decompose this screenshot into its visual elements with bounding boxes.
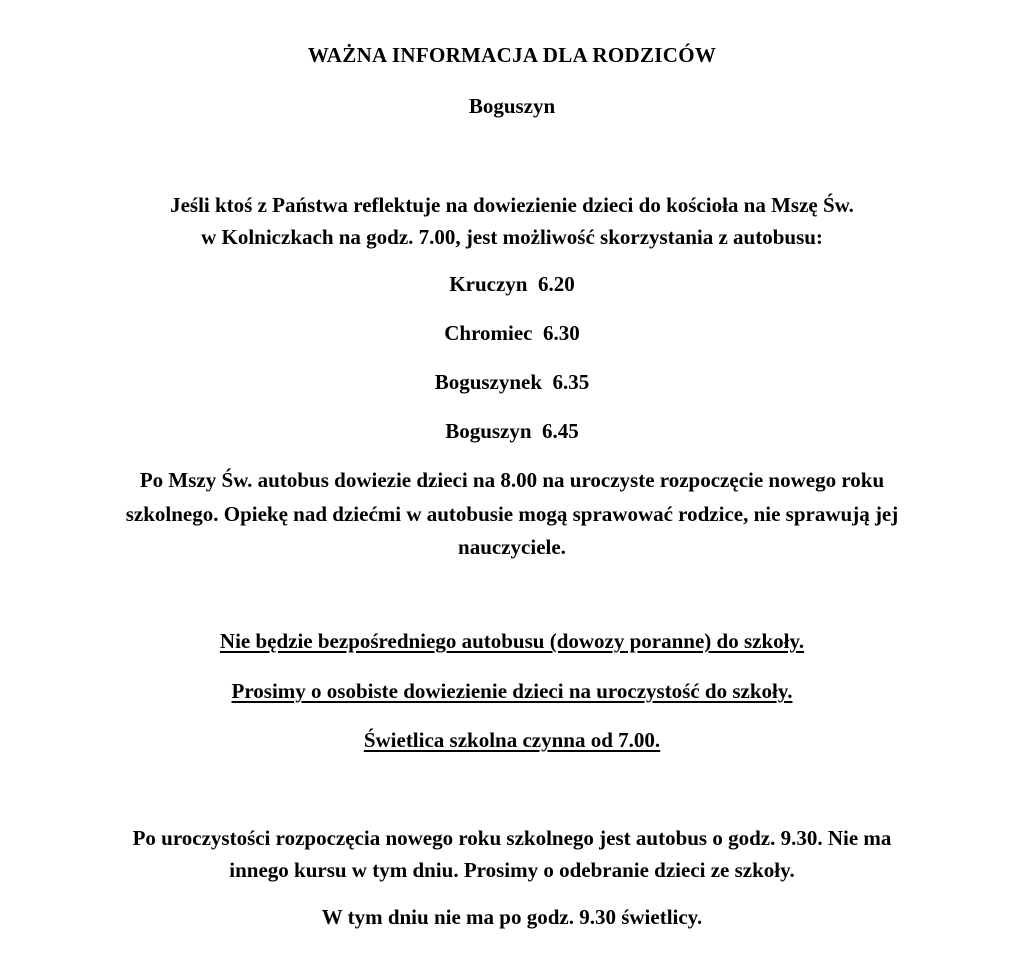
closing-line-2: innego kursu w tym dniu. Prosimy o odebranie dzieci ze szkoły.: [229, 858, 795, 882]
schedule-row: [0, 271, 1024, 297]
document-title: WAŻNA INFORMACJA DLA RODZICÓW: [307, 43, 717, 67]
intro-line-1: Jeśli ktoś z Państwa reflektuje na dowiezienie dzieci do kościoła na Mszę Św.: [170, 193, 854, 217]
schedule-row: [0, 320, 1024, 346]
closing-line-1: Po uroczystości rozpoczęcia nowego roku szkolnego jest autobus o godz. 9.30. Nie ma: [132, 826, 892, 850]
closing-line-3: W tym dniu nie ma po godz. 9.30 świetlicy.: [321, 905, 703, 929]
schedule-row: [0, 369, 1024, 395]
schedule-time: 6.20: [537, 272, 575, 296]
after-mass-line-3: nauczyciele.: [458, 535, 566, 559]
notice-day-room: Świetlica szkolna czynna od 7.00.: [363, 728, 661, 752]
intro-line-2: w Kolniczkach na godz. 7.00, jest możliwość skorzystania z autobusu:: [201, 225, 823, 249]
notice-request: Prosimy o osobiste dowiezienie dzieci na uroczystość do szkoły.: [231, 679, 793, 703]
document-subtitle: Boguszyn: [468, 94, 556, 118]
schedule-row: [0, 418, 1024, 444]
schedule-time: 6.30: [543, 321, 580, 345]
schedule-time: 6.45: [542, 419, 579, 443]
schedule-stop: Kruczyn: [449, 272, 528, 296]
after-mass-line-1: Po Mszy Św. autobus dowiezie dzieci na 8.00 na uroczyste rozpoczęcie nowego roku: [139, 468, 885, 492]
notice-no-bus: Nie będzie bezpośredniego autobusu (dowozy poranne) do szkoły.: [219, 629, 805, 653]
schedule-time: 6.35: [552, 370, 590, 394]
schedule-stop: Chromiec: [444, 321, 533, 345]
schedule-stop: Boguszyn: [445, 419, 532, 443]
after-mass-line-2: szkolnego. Opiekę nad dziećmi w autobusie mogą sprawować rodzice, nie sprawują jej: [125, 502, 899, 526]
schedule-stop: Boguszynek: [434, 370, 543, 394]
